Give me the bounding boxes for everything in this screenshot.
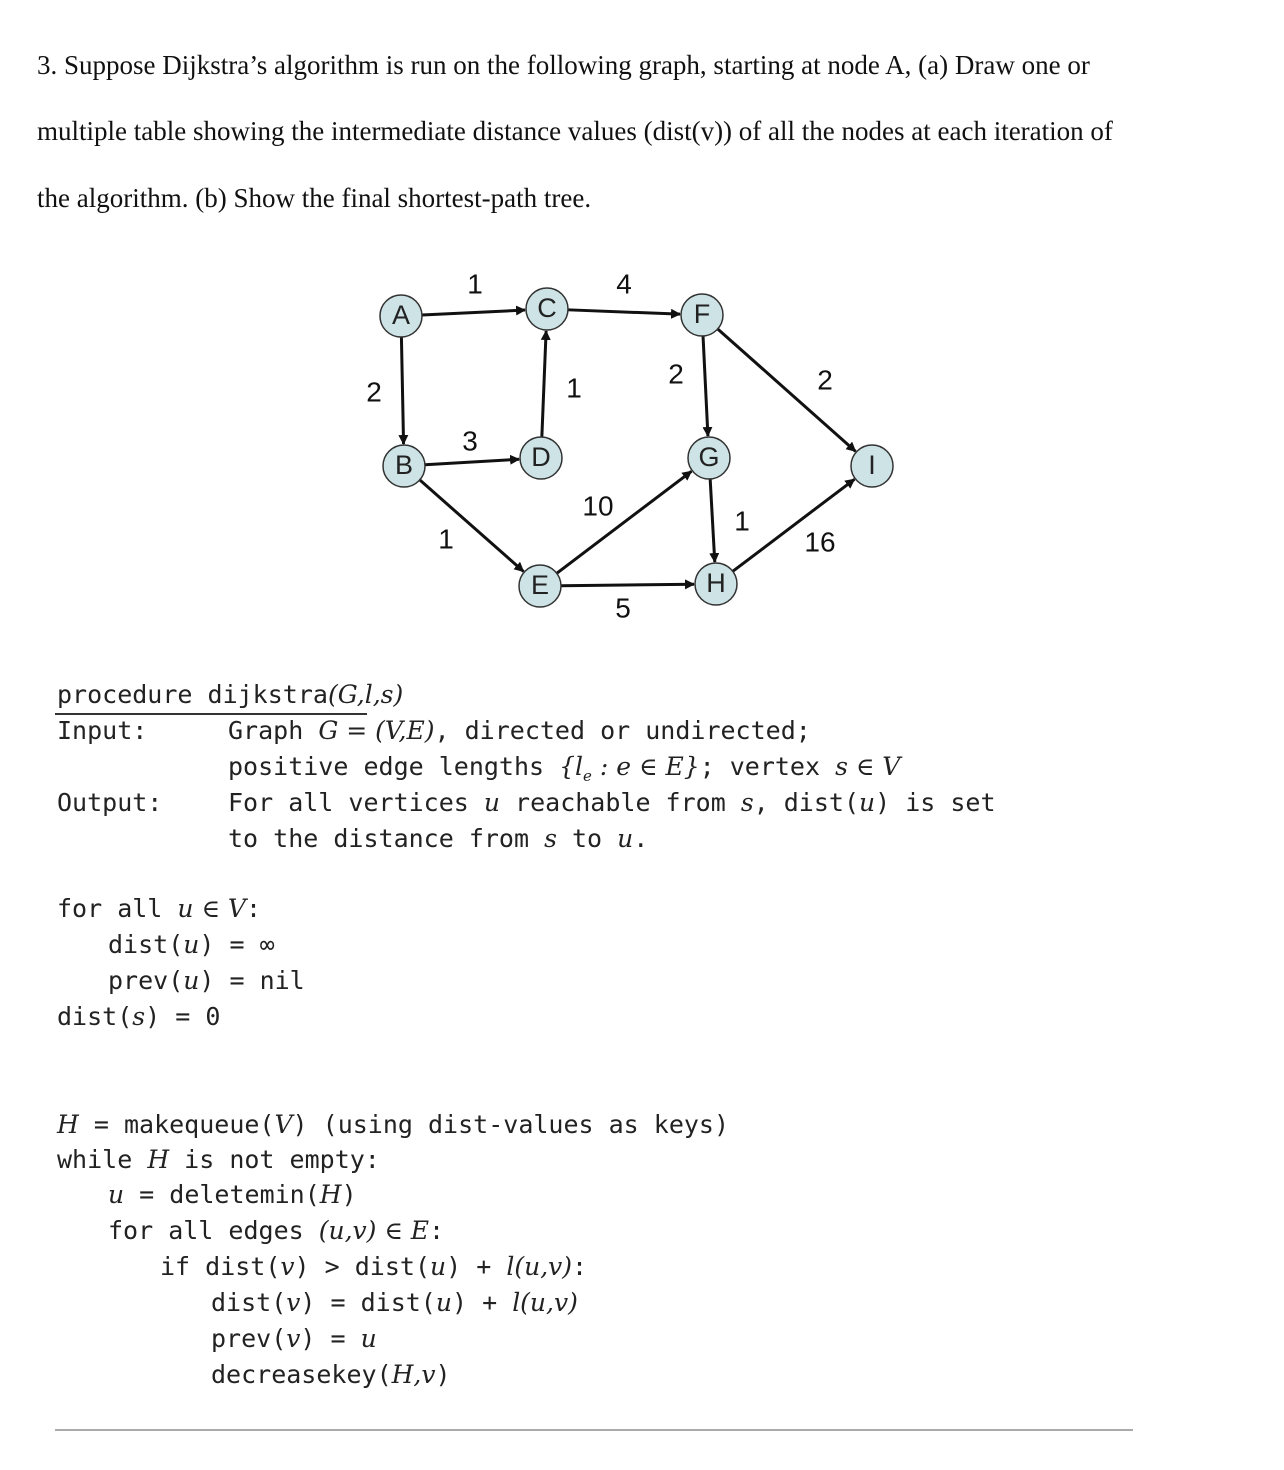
question-line-1: 3. Suppose Dijkstra’s algorithm is run on the following graph, starting at node A, (a) Draw one or bbox=[37, 50, 1090, 80]
code-text: ) > dist( bbox=[294, 1252, 431, 1281]
edge-c-f bbox=[568, 310, 680, 314]
node-label-g: G bbox=[698, 442, 720, 473]
code-text: dist( bbox=[108, 930, 184, 959]
edge-weight-e-h: 5 bbox=[615, 592, 631, 624]
edge-weight-a-b: 2 bbox=[366, 376, 382, 408]
procedure-args: (G,l,s) bbox=[327, 680, 404, 709]
code-math: u bbox=[360, 1324, 377, 1353]
code-text: ) = nil bbox=[199, 966, 305, 995]
edge-h-i bbox=[733, 479, 855, 571]
output-math: u bbox=[483, 788, 500, 817]
edge-f-g bbox=[703, 336, 708, 436]
code-math: H,v bbox=[391, 1360, 436, 1389]
code-text: ) + bbox=[451, 1288, 513, 1317]
node-label-b: B bbox=[394, 450, 414, 481]
edge-weight-h-i: 16 bbox=[804, 526, 836, 558]
edge-weight-b-d: 3 bbox=[462, 425, 478, 457]
input-label: Input: bbox=[57, 716, 148, 745]
code-loop-line-3 bbox=[108, 1180, 357, 1209]
input-math: s ∈ V bbox=[835, 752, 901, 781]
node-label-e: E bbox=[530, 570, 550, 601]
code-text: ) bbox=[341, 1180, 357, 1209]
output-text: ) is set bbox=[875, 788, 996, 817]
code-math: v bbox=[286, 1288, 301, 1317]
edge-weight-b-e: 1 bbox=[438, 523, 454, 555]
code-math: u bbox=[108, 1180, 125, 1209]
output-line-2 bbox=[228, 824, 648, 853]
edge-e-g bbox=[557, 471, 692, 573]
input-text: positive edge lengths bbox=[228, 752, 560, 781]
code-text: = deletemin( bbox=[124, 1180, 320, 1209]
node-label-i: I bbox=[868, 450, 876, 481]
code-loop-line-6 bbox=[211, 1288, 578, 1317]
code-math: u bbox=[435, 1288, 452, 1317]
code-loop-line-8 bbox=[211, 1360, 451, 1389]
input-text: ; vertex bbox=[699, 752, 836, 781]
code-text: = makequeue( bbox=[78, 1110, 275, 1139]
input-math: {l bbox=[559, 752, 584, 781]
code-text: : bbox=[572, 1252, 588, 1281]
node-label-a: A bbox=[391, 300, 411, 331]
code-text: for all bbox=[57, 894, 178, 923]
code-text: ) (using dist-values as keys) bbox=[292, 1110, 730, 1139]
code-loop-line-4 bbox=[108, 1216, 444, 1245]
edge-a-c bbox=[422, 310, 525, 315]
output-text: to the distance from bbox=[228, 824, 545, 853]
code-math: u bbox=[183, 966, 200, 995]
edge-weight-f-g: 2 bbox=[668, 358, 684, 390]
code-loop-line-7 bbox=[211, 1324, 377, 1353]
output-line-1 bbox=[228, 788, 996, 817]
output-text: reachable from bbox=[499, 788, 741, 817]
procedure-underline bbox=[55, 713, 367, 715]
output-math: s bbox=[740, 788, 754, 817]
input-text: Graph bbox=[228, 716, 319, 745]
code-text: ) = bbox=[300, 1324, 361, 1353]
graph-nodes bbox=[380, 288, 893, 607]
code-math: l(u,v) bbox=[512, 1288, 578, 1317]
edge-b-e bbox=[420, 480, 524, 572]
input-line-1 bbox=[228, 716, 811, 745]
input-math-subscript: e bbox=[583, 767, 592, 785]
code-text: prev( bbox=[211, 1324, 287, 1353]
edge-a-b bbox=[401, 337, 403, 444]
code-init-line-1 bbox=[57, 894, 261, 923]
question-line-3: the algorithm. (b) Show the final shortest-path tree. bbox=[37, 183, 592, 213]
code-math: H bbox=[147, 1145, 170, 1174]
code-text: decreasekey( bbox=[211, 1360, 392, 1389]
code-math: (u,v) ∈ E bbox=[318, 1216, 430, 1245]
code-math: H bbox=[319, 1180, 342, 1209]
question-line-2: multiple table showing the intermediate distance values (dist(v)) of all the nodes at each iteration of bbox=[37, 116, 1113, 146]
code-text: ) + bbox=[446, 1252, 507, 1281]
code-text: if dist( bbox=[160, 1252, 281, 1281]
code-math: v bbox=[280, 1252, 295, 1281]
edge-weight-d-c: 1 bbox=[566, 372, 582, 404]
input-text: , directed or undirected; bbox=[434, 716, 811, 745]
output-text: to bbox=[556, 824, 618, 853]
code-loop-line-5 bbox=[160, 1252, 587, 1281]
procedure-header bbox=[57, 680, 403, 709]
output-text: For all vertices bbox=[228, 788, 484, 817]
code-text: prev( bbox=[108, 966, 184, 995]
code-text: dist( bbox=[57, 1002, 133, 1031]
node-label-c: C bbox=[537, 293, 557, 324]
output-math: u bbox=[859, 788, 876, 817]
code-text: : bbox=[429, 1216, 445, 1245]
code-math: u ∈ V bbox=[177, 894, 246, 923]
code-text: while bbox=[57, 1145, 148, 1174]
input-math: : e ∈ E} bbox=[591, 752, 700, 781]
edge-weight-f-i: 2 bbox=[817, 364, 833, 396]
code-text: : bbox=[245, 894, 262, 923]
edge-weight-a-c: 1 bbox=[467, 268, 483, 300]
code-text: ) = 0 bbox=[145, 1002, 221, 1031]
node-label-f: F bbox=[693, 299, 711, 330]
input-math: G = (V,E) bbox=[318, 716, 435, 745]
code-loop-line-1 bbox=[57, 1110, 729, 1139]
graph-edges bbox=[366, 268, 855, 623]
code-init-line-4 bbox=[57, 1002, 220, 1031]
edge-weight-c-f: 4 bbox=[616, 268, 632, 300]
node-label-h: H bbox=[706, 568, 726, 599]
code-math: u bbox=[183, 930, 200, 959]
output-label: Output: bbox=[57, 788, 163, 817]
code-text: is not empty: bbox=[169, 1145, 380, 1174]
code-math: s bbox=[132, 1002, 146, 1031]
code-text: dist( bbox=[211, 1288, 287, 1317]
input-line-2 bbox=[228, 752, 900, 785]
node-label-d: D bbox=[531, 442, 551, 473]
code-math: V bbox=[274, 1110, 293, 1139]
output-math: s bbox=[544, 824, 557, 853]
code-math: v bbox=[286, 1324, 301, 1353]
edge-weight-g-h: 1 bbox=[734, 505, 750, 537]
code-math: H bbox=[57, 1110, 79, 1139]
code-text: ) = dist( bbox=[300, 1288, 436, 1317]
edge-b-d bbox=[425, 459, 519, 464]
bottom-divider bbox=[55, 1429, 1133, 1431]
code-math: l(u,v) bbox=[506, 1252, 573, 1281]
output-text: . bbox=[633, 824, 649, 853]
edge-e-h bbox=[561, 584, 694, 586]
edge-f-i bbox=[718, 329, 856, 451]
code-math: u bbox=[430, 1252, 447, 1281]
code-text: for all edges bbox=[108, 1216, 319, 1245]
code-init-line-2 bbox=[108, 930, 275, 959]
output-math: u bbox=[617, 824, 634, 853]
edge-d-c bbox=[542, 331, 546, 437]
edge-weight-e-g: 10 bbox=[582, 490, 614, 522]
output-text: , dist( bbox=[753, 788, 860, 817]
dijkstra-graph bbox=[0, 0, 1284, 650]
code-init-line-3 bbox=[108, 966, 305, 995]
procedure-keyword: procedure dijkstra bbox=[57, 680, 328, 709]
code-text: ) = ∞ bbox=[199, 930, 275, 959]
code-text: ) bbox=[435, 1360, 451, 1389]
edge-g-h bbox=[710, 479, 715, 562]
code-loop-line-2 bbox=[57, 1145, 380, 1174]
